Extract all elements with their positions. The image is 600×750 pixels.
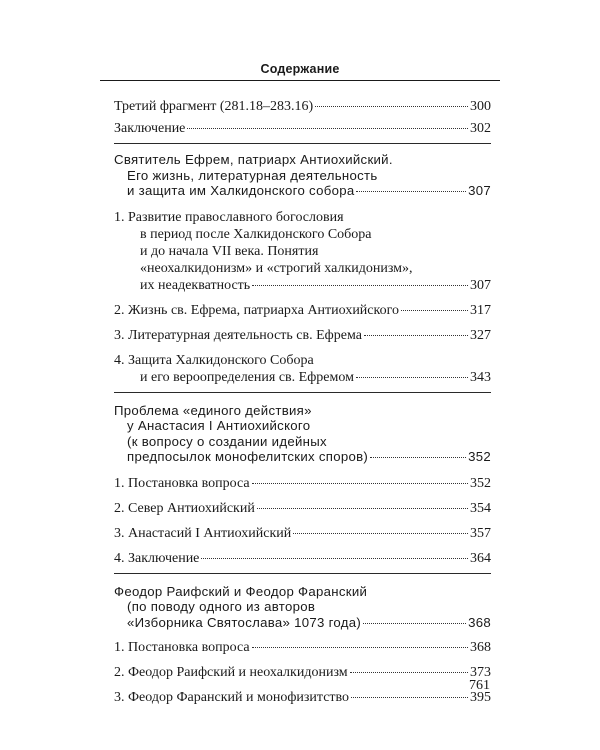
toc-page-number: 302 <box>470 121 491 136</box>
toc-page-number: 368 <box>468 614 491 630</box>
toc-entry-last-line <box>114 500 491 517</box>
toc-entry[interactable] <box>114 209 491 294</box>
dot-leader <box>401 310 468 311</box>
section-divider <box>114 392 491 393</box>
toc-entry-line: и защита им Халкидонского собора <box>127 183 355 198</box>
toc-entry-line: Третий фрагмент (281.18–283.16) <box>114 99 314 114</box>
toc-page-number: 307 <box>470 277 491 293</box>
toc-entry-line: у Анастасия I Антиохийского <box>127 418 311 433</box>
toc-entry-last-line <box>114 120 491 137</box>
toc-entry-line: их неадекватность <box>140 277 251 293</box>
toc-entry-last-line <box>114 302 491 319</box>
toc-entry-line: 3. Феодор Фаранский и монофизитство <box>114 690 350 705</box>
toc-entry-last-line <box>114 183 491 199</box>
toc-entry-line: Феодор Раифский и Феодор Фаранский <box>114 583 368 599</box>
toc-entry[interactable] <box>114 689 491 706</box>
running-header: Содержание <box>260 62 340 76</box>
toc-entry-line: 2. Жизнь св. Ефрема, патриарха Антиохийского <box>114 302 399 318</box>
dot-leader <box>293 533 468 534</box>
dot-leader <box>257 508 468 509</box>
toc-entry-line: «Изборника Святослава» 1073 года) <box>127 614 362 630</box>
toc-entry-line: 4. Защита Халкидонского Собора <box>114 352 314 368</box>
dot-leader <box>187 128 468 129</box>
toc-entry-line: 1. Постановка вопроса <box>114 640 250 655</box>
toc-page-number: 368 <box>470 640 491 655</box>
toc-page-number: 317 <box>470 302 491 318</box>
toc-entry[interactable] <box>114 302 491 319</box>
toc-entry-line: 2. Феодор Раифский и неохалкидонизм <box>114 665 348 680</box>
dot-leader <box>201 558 468 559</box>
dot-leader <box>252 285 468 286</box>
toc-entry-line: и его вероопределения св. Ефремом <box>140 369 354 385</box>
toc-entry-line: (по поводу одного из авторов <box>127 599 316 614</box>
dot-leader <box>252 647 468 648</box>
toc-entry-line: предпосылок монофелитских споров) <box>127 449 369 464</box>
toc-page-number: 352 <box>468 449 491 464</box>
toc-page-number: 300 <box>470 99 491 114</box>
dot-leader <box>252 483 468 484</box>
dot-leader <box>350 672 468 673</box>
toc-entry-line: 1. Постановка вопроса <box>114 475 250 491</box>
toc-entry-line: 3. Анастасий I Антиохийский <box>114 525 292 541</box>
toc-entry-last-line <box>114 639 491 656</box>
section-divider <box>114 143 491 144</box>
toc-entry-last-line <box>114 664 491 681</box>
toc-entry-line: в период после Халкидонского Собора <box>140 226 372 242</box>
toc-entry[interactable] <box>114 120 491 137</box>
dot-leader <box>315 106 468 107</box>
toc-entry-line: «неохалкидонизм» и «строгий халкидонизм», <box>140 260 413 276</box>
toc-entry[interactable] <box>114 550 491 567</box>
toc-page-number: 352 <box>470 475 491 491</box>
toc-entry-line: 1. Развитие православного богословия <box>114 209 344 225</box>
toc-entry-line: 4. Заключение <box>114 550 200 566</box>
dot-leader <box>356 191 466 192</box>
section-divider <box>114 573 491 574</box>
toc-section-title[interactable] <box>114 403 491 465</box>
toc-page-number: 307 <box>468 183 491 198</box>
toc-entry-last-line <box>114 475 491 492</box>
toc-section-title[interactable] <box>114 584 491 631</box>
toc-entry[interactable] <box>114 500 491 517</box>
toc-entry-line: Проблема «единого действия» <box>114 402 312 418</box>
toc-page-number: 343 <box>470 369 491 385</box>
toc-page-number: 395 <box>470 690 491 705</box>
toc-entry[interactable] <box>114 352 491 386</box>
table-of-contents <box>114 92 491 706</box>
toc-entry-line: Заключение <box>114 121 186 136</box>
toc-entry-last-line <box>114 449 491 465</box>
toc-page-number: 364 <box>470 550 491 566</box>
toc-entry-last-line <box>114 689 491 706</box>
toc-entry-last-line <box>114 98 491 115</box>
page-number: 761 <box>469 678 490 693</box>
dot-leader <box>370 457 466 458</box>
toc-entry-last-line <box>114 525 491 542</box>
toc-entry-line: 2. Север Антиохийский <box>114 500 255 516</box>
toc-page-number: 327 <box>470 327 491 343</box>
toc-entry[interactable] <box>114 639 491 656</box>
toc-entry-line: Его жизнь, литературная деятельность <box>127 167 378 183</box>
toc-entry[interactable] <box>114 98 491 115</box>
toc-entry[interactable] <box>114 327 491 344</box>
dot-leader <box>356 377 468 378</box>
toc-entry-last-line <box>114 615 491 631</box>
toc-entry-last-line <box>114 327 491 344</box>
toc-page-number: 373 <box>470 665 491 680</box>
toc-entry[interactable] <box>114 475 491 492</box>
header-rule <box>100 80 500 81</box>
toc-entry-last-line <box>114 277 491 294</box>
toc-entry[interactable] <box>114 664 491 681</box>
toc-entry-line: и до начала VII века. Понятия <box>140 243 319 259</box>
dot-leader <box>351 697 468 698</box>
toc-page-number: 357 <box>470 525 491 541</box>
toc-entry-line: (к вопросу о создании идейных <box>127 433 327 449</box>
toc-entry-last-line <box>114 369 491 386</box>
toc-entry-line: 3. Литературная деятельность св. Ефрема <box>114 327 362 343</box>
dot-leader <box>364 335 468 336</box>
toc-entry-last-line <box>114 550 491 567</box>
toc-entry-line: Святитель Ефрем, патриарх Антиохийский. <box>114 152 393 167</box>
toc-page-number: 354 <box>470 500 491 516</box>
toc-entry[interactable] <box>114 525 491 542</box>
dot-leader <box>363 623 466 624</box>
toc-section-title[interactable] <box>114 152 491 199</box>
